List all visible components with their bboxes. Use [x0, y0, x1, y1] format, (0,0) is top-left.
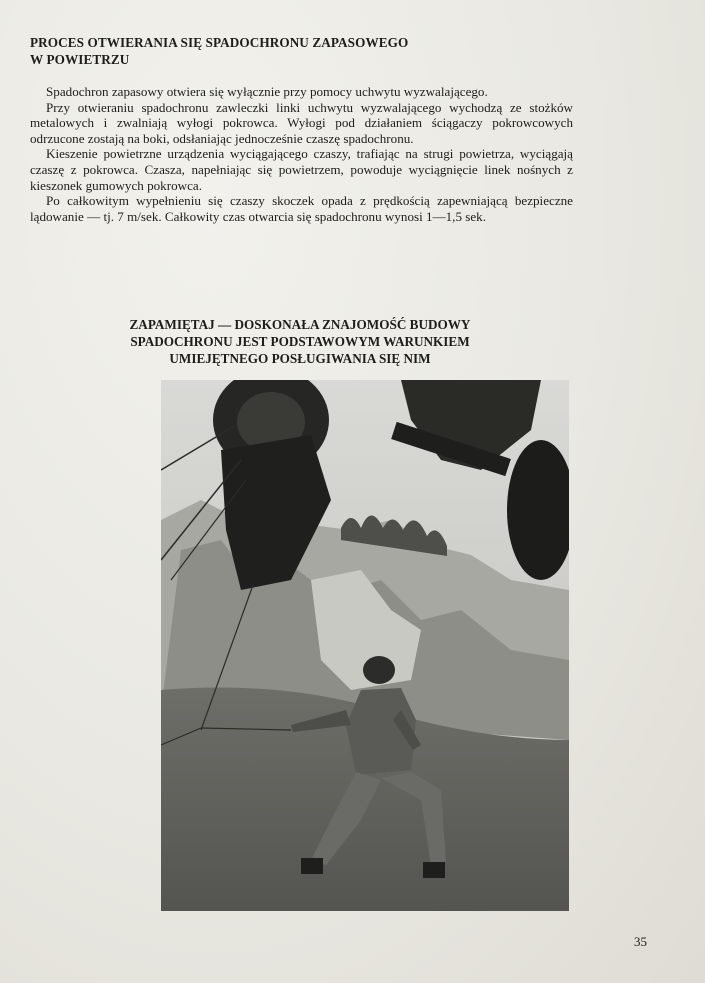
paragraph-4: Po całkowitym wypełnieniu się czaszy skoczek opada z prędkością zapewniającą bezpieczne lądowanie — tj. 7 m/sek. Całkowity czas otwarcia się spadochronu wynosi 1—1,5 sek. — [30, 193, 573, 224]
soldier-boot-right — [423, 862, 445, 878]
photo-illustration — [161, 380, 569, 911]
heading-line-2: W POWIETRZU — [30, 52, 130, 67]
soldier-boot-left — [301, 858, 323, 874]
body-text — [30, 84, 573, 224]
paragraph-2: Przy otwieraniu spadochronu zawleczki linki uchwytu wyzwalającego wychodzą ze stożków metalowych i zwalniają wyłogi pokrowca. Wyłogi pod działaniem ściągaczy pokrowcowych odrzucone zostają na boki, odsłaniając jednocześnie czaszę spadochronu. — [30, 99, 573, 146]
remember-line-3: UMIEJĘTNEGO POSŁUGIWANIA SIĘ NIM — [169, 351, 431, 366]
remember-line-1: ZAPAMIĘTAJ — DOSKONAŁA ZNAJOMOŚĆ BUDOWY — [129, 317, 471, 332]
remember-note — [60, 316, 540, 367]
soldier-helmet — [363, 656, 395, 684]
paragraph-3: Kieszenie powietrzne urządzenia wyciągającego czaszy, trafiając na strugi powietrza, wyciągają czaszę z pokrowca. Czasza, napełniając się powietrzem, powoduje wyciągnięcie linek nośnych z kieszonek gumowych pokrowca. — [30, 146, 573, 193]
paragraph-1: Spadochron zapasowy otwiera się wyłącznie przy pomocy uchwytu wyzwalającego. — [46, 84, 488, 99]
photo-parachutist — [161, 380, 569, 911]
remember-line-2: SPADOCHRONU JEST PODSTAWOWYM WARUNKIEM — [130, 334, 470, 349]
heading-line-1: PROCES OTWIERANIA SIĘ SPADOCHRONU ZAPASOWEGO — [30, 35, 409, 50]
page-number: 35 — [634, 934, 647, 949]
section-heading — [30, 34, 550, 68]
